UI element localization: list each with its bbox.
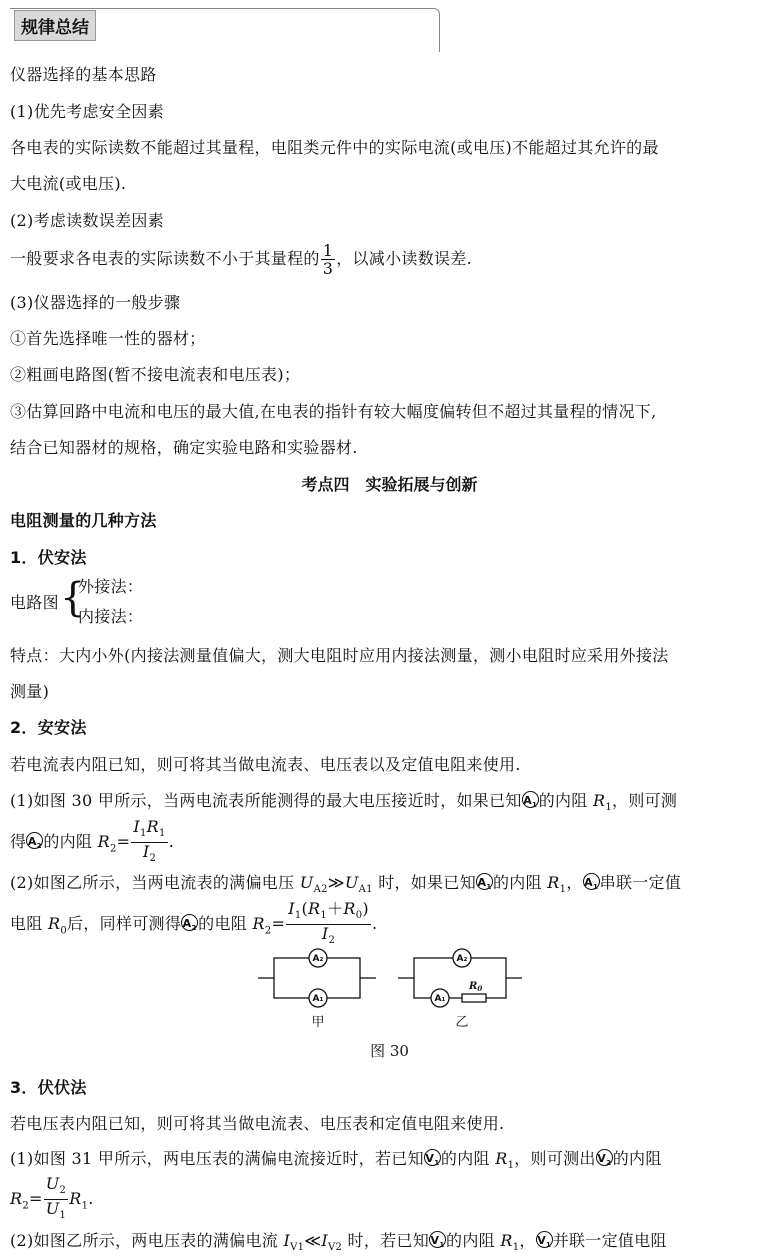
text-line: 各电表的实际读数不能超过其量程，电阻类元件中的实际电流(或电压)不能超过其允许的最 [10, 138, 659, 157]
ammeter-a1-icon: $A_1$ [583, 873, 600, 890]
ammeter-a2-icon: A₂ [456, 954, 468, 964]
text-line: ②粗画电路图(暂不接电流表和电压表)； [10, 365, 301, 384]
text-line: (2)如图乙所示，两电压表的满偏电流 $I_{V1}≪I_{V2}$ 时，若已知 $V_1$的内阻 $R_1$， $V_1$并联一定值电阻 [10, 1231, 667, 1254]
ammeter-a1-icon: $A_1$ [476, 873, 493, 890]
method-title: 2．安安法 [10, 718, 87, 737]
inner-connection: 内接法： [78, 607, 144, 626]
fraction-formula: $\frac{U_2}{U_1}$ [45, 1174, 67, 1222]
brace: { [60, 575, 86, 621]
ammeter-a2-icon: A₂ [312, 954, 324, 964]
ammeter-a1-icon: A₁ [434, 994, 446, 1004]
text-line: (2)考虑读数误差因素 [10, 211, 164, 230]
text-line: 大电流(或电压). [10, 174, 127, 193]
text-line: 测量) [10, 682, 50, 701]
circuit-label: 电路图 [10, 593, 59, 612]
sub-heading: 电阻测量的几种方法 [10, 511, 157, 530]
text-line: 仪器选择的基本思路 [10, 65, 157, 84]
text-line: 特点：大内小外(内接法测量值偏大，测大电阻时应用内接法测量，测小电阻时应采用外接法 [10, 646, 669, 665]
resistor-label: R [469, 981, 478, 992]
voltmeter-v1-icon: $V_1$ [429, 1231, 446, 1248]
figure-label-jia: 甲 [311, 1015, 325, 1030]
method-title: 3．伏伏法 [10, 1078, 87, 1097]
text-line: 一般要求各电表的实际读数不小于其量程的 $\frac{1}{3}$ ，以减小读数误差. [10, 241, 472, 278]
text-line: (2)如图乙所示，当两电流表的满偏电压 $U_{A2}≫U_{A1}$ 时，如果已知 $A_1$的内阻 $R_1$， $A_1$串联一定值 [10, 873, 682, 896]
text-line: (1)如图 30 甲所示，当两电流表所能测得的最大电压接近时，如果已知 $A_1$的内阻 $R_1$，则可测 [10, 791, 678, 814]
voltmeter-v1-icon: $V_1$ [424, 1149, 441, 1166]
text-line: 电阻 $R_0$后，同样可测得 $A_2$的电阻 $R_2=$ $\frac{I_1(R_1+R_0)}{I_2}$ . [10, 900, 377, 949]
ammeter-a2-icon: $A_2$ [26, 832, 43, 849]
ammeter-a1-icon: $A_1$ [522, 791, 539, 808]
fraction-formula: $\frac{I_1R_1}{I_2}$ [133, 817, 166, 865]
text-line: (1)优先考虑安全因素 [10, 102, 164, 121]
text-line: (1)如图 31 甲所示，两电压表的满偏电流接近时，若已知 $V_1$的内阻 $R_1$，则可测出 $V_2$的内阻 [10, 1149, 662, 1172]
section-tab-label: 规律总结 [14, 10, 96, 41]
section-heading: 考点四 实验拓展与创新 [301, 475, 478, 494]
text-line: ③估算回路中电流和电压的最大值,在电表的指针有较大幅度偏转但不超过其量程的情况下, [10, 402, 657, 421]
text-line: 若电流表内阻已知，则可将其当做电流表、电压表以及定值电阻来使用. [10, 755, 521, 774]
text-line: 若电压表内阻已知，则可将其当做电流表、电压表和定值电阻来使用. [10, 1114, 505, 1133]
ammeter-a2-icon: $A_2$ [181, 914, 198, 931]
fraction-one-third: $\frac{1}{3}$ [322, 241, 334, 278]
text-line: ①首先选择唯一性的器材； [10, 329, 206, 348]
text-line: 得 $A_2$的内阻 $R_2=$ $\frac{I_1R_1}{I_2}$ . [10, 818, 174, 867]
text-line: (3)仪器选择的一般步骤 [10, 293, 181, 312]
circuit-figure-30 [250, 942, 540, 1032]
voltmeter-v2-icon: $V_2$ [596, 1149, 613, 1166]
ammeter-a1-icon: A₁ [312, 994, 324, 1004]
text-line: $R_2=$ $\frac{U_2}{U_1}$ $R_1$. [10, 1175, 94, 1224]
svg-text:R0: $R_0$ [469, 981, 483, 993]
voltmeter-v1-icon: $V_1$ [536, 1231, 553, 1248]
fraction-formula: $\frac{I_1(R_1+R_0)}{I_2}$ [288, 899, 369, 947]
text-line: 结合已知器材的规格，确定实验电路和实验器材. [10, 438, 358, 457]
outer-connection: 外接法： [78, 577, 144, 596]
figure-label-yi: 乙 [455, 1015, 469, 1030]
method-title: 1．伏安法 [10, 548, 87, 567]
figure-caption: 图 30 [370, 1042, 409, 1060]
